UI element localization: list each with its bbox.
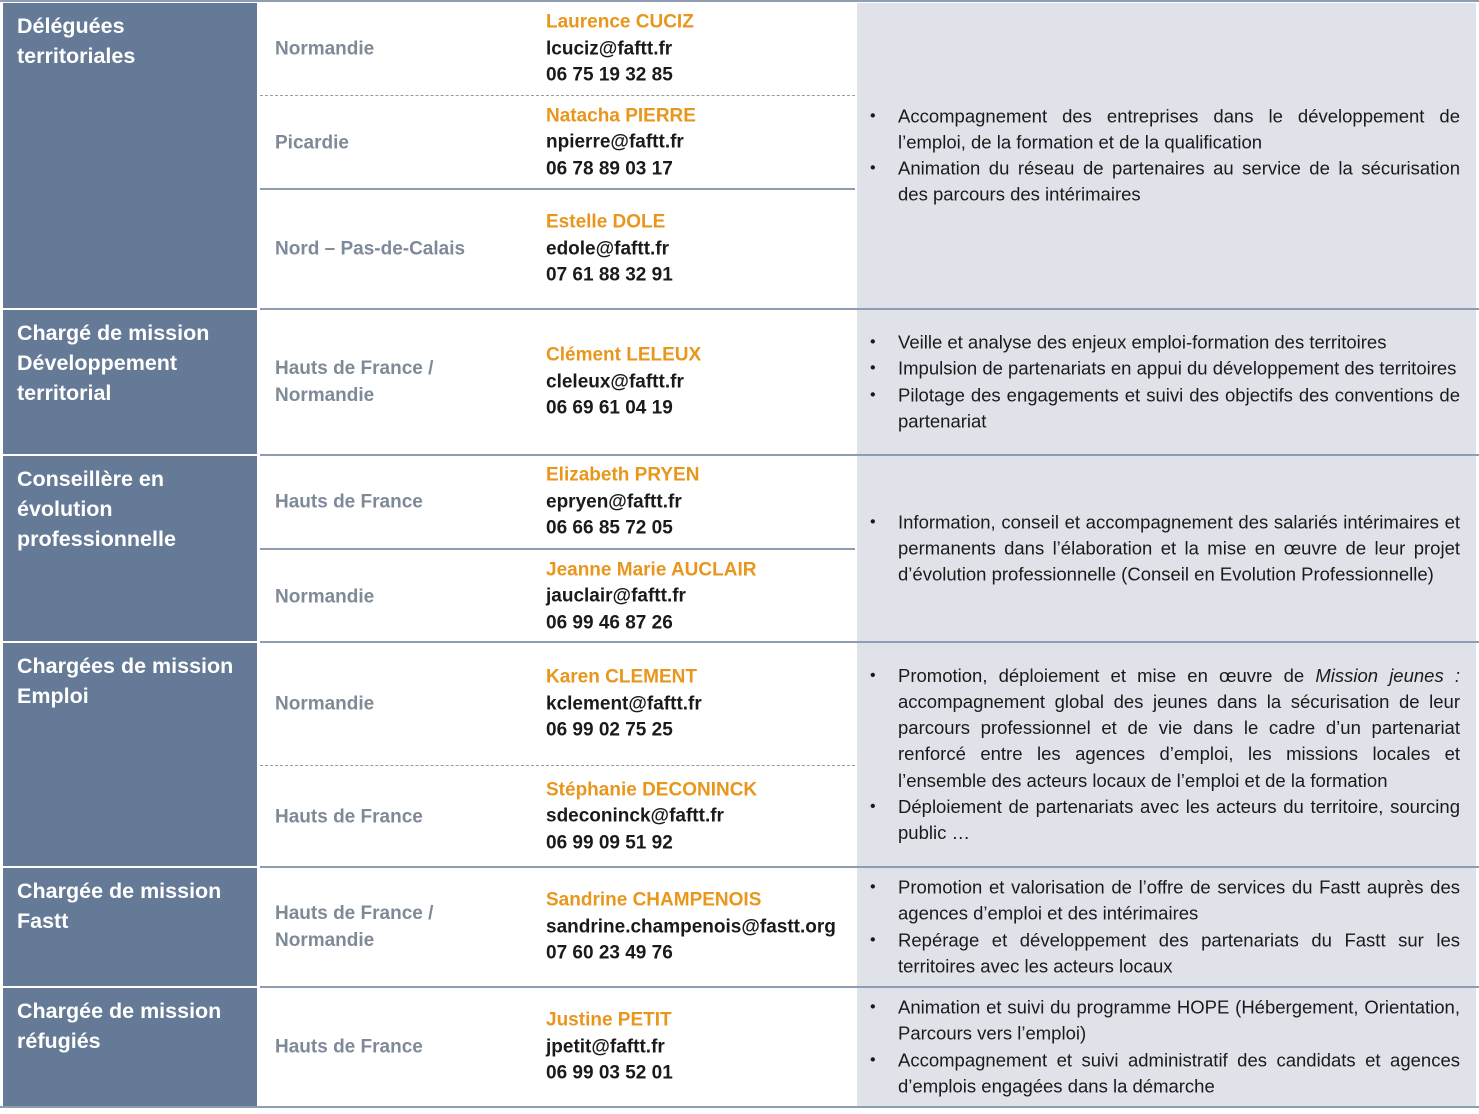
- region-name: Hauts de France / Normandie: [275, 903, 434, 951]
- contact-block: [546, 462, 699, 542]
- contact-name: Elizabeth PRYEN: [546, 464, 700, 486]
- mission-item: • Accompagnement et suivi administratif des candidats et agences d’emplois engagées dans la démarche: [898, 1047, 1460, 1100]
- mission-item: • Pilotage des engagements et suivi des objectifs des conventions de partenariat: [898, 382, 1460, 435]
- role-cell: Chargées de mission Emploi: [3, 643, 257, 866]
- contact-name: Sandrine CHAMPENOIS: [546, 889, 762, 911]
- contact-email[interactable]: epryen@faftt.fr: [546, 490, 682, 512]
- mission-cell: [857, 3, 1476, 308]
- contact-phone: 06 75 19 32 85: [546, 64, 673, 86]
- mission-list: [857, 874, 1460, 979]
- region-name: Nord – Pas-de-Calais: [275, 238, 466, 260]
- contact-email[interactable]: jauclair@faftt.fr: [546, 585, 686, 607]
- mission-item: • Animation et suivi du programme HOPE (Hébergement, Orientation, Parcours vers l’emploi): [898, 994, 1460, 1047]
- contact-block: [546, 9, 694, 89]
- contact-block: [546, 557, 756, 637]
- region-name: Hauts de France: [275, 806, 423, 827]
- mission-list: [857, 329, 1460, 434]
- contact-row: [260, 548, 855, 643]
- contact-row: [260, 643, 855, 765]
- mission-item: [898, 662, 1460, 793]
- contact-block: [546, 1007, 673, 1087]
- contact-phone: 06 69 61 04 19: [546, 397, 673, 419]
- mission-item: • Repérage et développement des partenariats du Fastt sur les territoires avec les acteurs locaux: [898, 927, 1460, 980]
- contact-phone: 06 99 09 51 92: [546, 831, 673, 853]
- contact-email[interactable]: npierre@faftt.fr: [546, 131, 684, 153]
- region-name: Normandie: [275, 693, 375, 715]
- contact-block: [546, 103, 696, 183]
- contact-phone: 06 99 03 52 01: [546, 1062, 673, 1084]
- region-name: Hauts de France: [275, 1036, 423, 1058]
- contact-name: Laurence CUCIZ: [546, 11, 694, 33]
- contact-email[interactable]: edole@faftt.fr: [546, 237, 670, 259]
- role-cell: Chargée de mission réfugiés: [3, 988, 257, 1106]
- mission-cell: [857, 310, 1476, 454]
- contact-row: [260, 456, 855, 548]
- mission-list: [857, 662, 1460, 846]
- contact-email[interactable]: sandrine.champenois@fastt.org: [546, 915, 836, 937]
- contact-row: [260, 188, 855, 308]
- contact-name: Justine PETIT: [546, 1009, 672, 1031]
- role-cell: Chargé de mission Développement territorial: [3, 310, 257, 454]
- mission-cell: [857, 988, 1476, 1106]
- role-cell: Déléguées territoriales: [3, 3, 257, 308]
- contact-row: [260, 3, 855, 95]
- mission-item: • Promotion et valorisation de l’offre de services du Fastt auprès des agences d’emploi et des intérimaires: [898, 874, 1460, 927]
- mission-item: • Animation du réseau de partenaires au service de la sécurisation des parcours des intérimaires: [898, 156, 1460, 209]
- contact-name: Karen CLEMENT: [546, 666, 697, 688]
- contact-email[interactable]: lcuciz@faftt.fr: [546, 37, 673, 59]
- mission-cell: [857, 456, 1476, 641]
- mission-text: Promotion, déploiement et mise en œuvre de: [898, 664, 1316, 686]
- mission-list: [857, 509, 1460, 588]
- mission-item: • Veille et analyse des enjeux emploi-formation des territoires: [898, 329, 1460, 355]
- contact-email[interactable]: cleleux@faftt.fr: [546, 370, 684, 392]
- mission-item: • Information, conseil et accompagnement des salariés intérimaires et permanents dans l’élaboration et la mise en œuvre de leur projet d’évolution professionnelle (Conseil en Evolution Professionnelle): [898, 509, 1460, 588]
- mission-emphasis: Mission jeunes :: [1315, 664, 1460, 686]
- contact-phone: 07 60 23 49 76: [546, 942, 673, 964]
- contact-name: Estelle DOLE: [546, 211, 666, 233]
- region-name: Picardie: [275, 132, 349, 153]
- contact-row: [260, 95, 855, 189]
- contact-phone: 06 99 46 87 26: [546, 611, 673, 633]
- contact-email[interactable]: kclement@faftt.fr: [546, 692, 702, 714]
- region-name: Hauts de France: [275, 491, 423, 513]
- contact-name: Natacha PIERRE: [546, 104, 696, 126]
- region-name: Normandie: [275, 38, 375, 60]
- contact-phone: 06 78 89 03 17: [546, 157, 673, 179]
- contact-name: Clément LELEUX: [546, 344, 702, 366]
- contact-block: [546, 887, 836, 967]
- contact-block: [546, 777, 757, 857]
- mission-cell: [857, 868, 1476, 986]
- contact-name: Jeanne Marie AUCLAIR: [546, 558, 757, 580]
- role-cell: Conseillère en évolution professionnelle: [3, 456, 257, 641]
- table-bottom-border: [0, 1106, 1479, 1108]
- contact-row: [260, 765, 855, 867]
- mission-list: [857, 994, 1460, 1099]
- contact-block: [546, 342, 701, 422]
- mission-item: • Déploiement de partenariats avec les acteurs du territoire, sourcing public …: [898, 794, 1460, 847]
- mission-item: • Impulsion de partenariats en appui du développement des territoires: [898, 356, 1460, 382]
- mission-list: [857, 103, 1460, 208]
- mission-cell: [857, 643, 1476, 866]
- contact-phone: 06 66 85 72 05: [546, 517, 673, 539]
- mission-item: • Accompagnement des entreprises dans le développement de l’emploi, de la formation et de la qualification: [898, 103, 1460, 156]
- contact-phone: 07 61 88 32 91: [546, 264, 673, 286]
- contact-email[interactable]: sdeconinck@faftt.fr: [546, 805, 724, 827]
- region-name: Normandie: [275, 586, 375, 607]
- contact-phone: 06 99 02 75 25: [546, 719, 673, 741]
- contact-block: [546, 209, 673, 289]
- contact-name: Stéphanie DECONINCK: [546, 778, 758, 800]
- contact-email[interactable]: jpetit@faftt.fr: [546, 1035, 665, 1057]
- contact-row: [260, 988, 855, 1106]
- contact-block: [546, 664, 702, 744]
- table-top-border: [0, 0, 1479, 2]
- role-cell: Chargée de mission Fastt: [3, 868, 257, 986]
- mission-text: accompagnement global des jeunes dans la sécurisation de leur parcours professionnel et de vie dans le cadre d’un partenariat renforcé entre les agences d’emploi, les missions locales et l’ensemble des acteurs locaux de l’emploi et de la formation: [898, 690, 1460, 791]
- contact-row: [260, 868, 855, 986]
- region-name: Hauts de France / Normandie: [275, 358, 434, 406]
- contact-row: [260, 310, 855, 454]
